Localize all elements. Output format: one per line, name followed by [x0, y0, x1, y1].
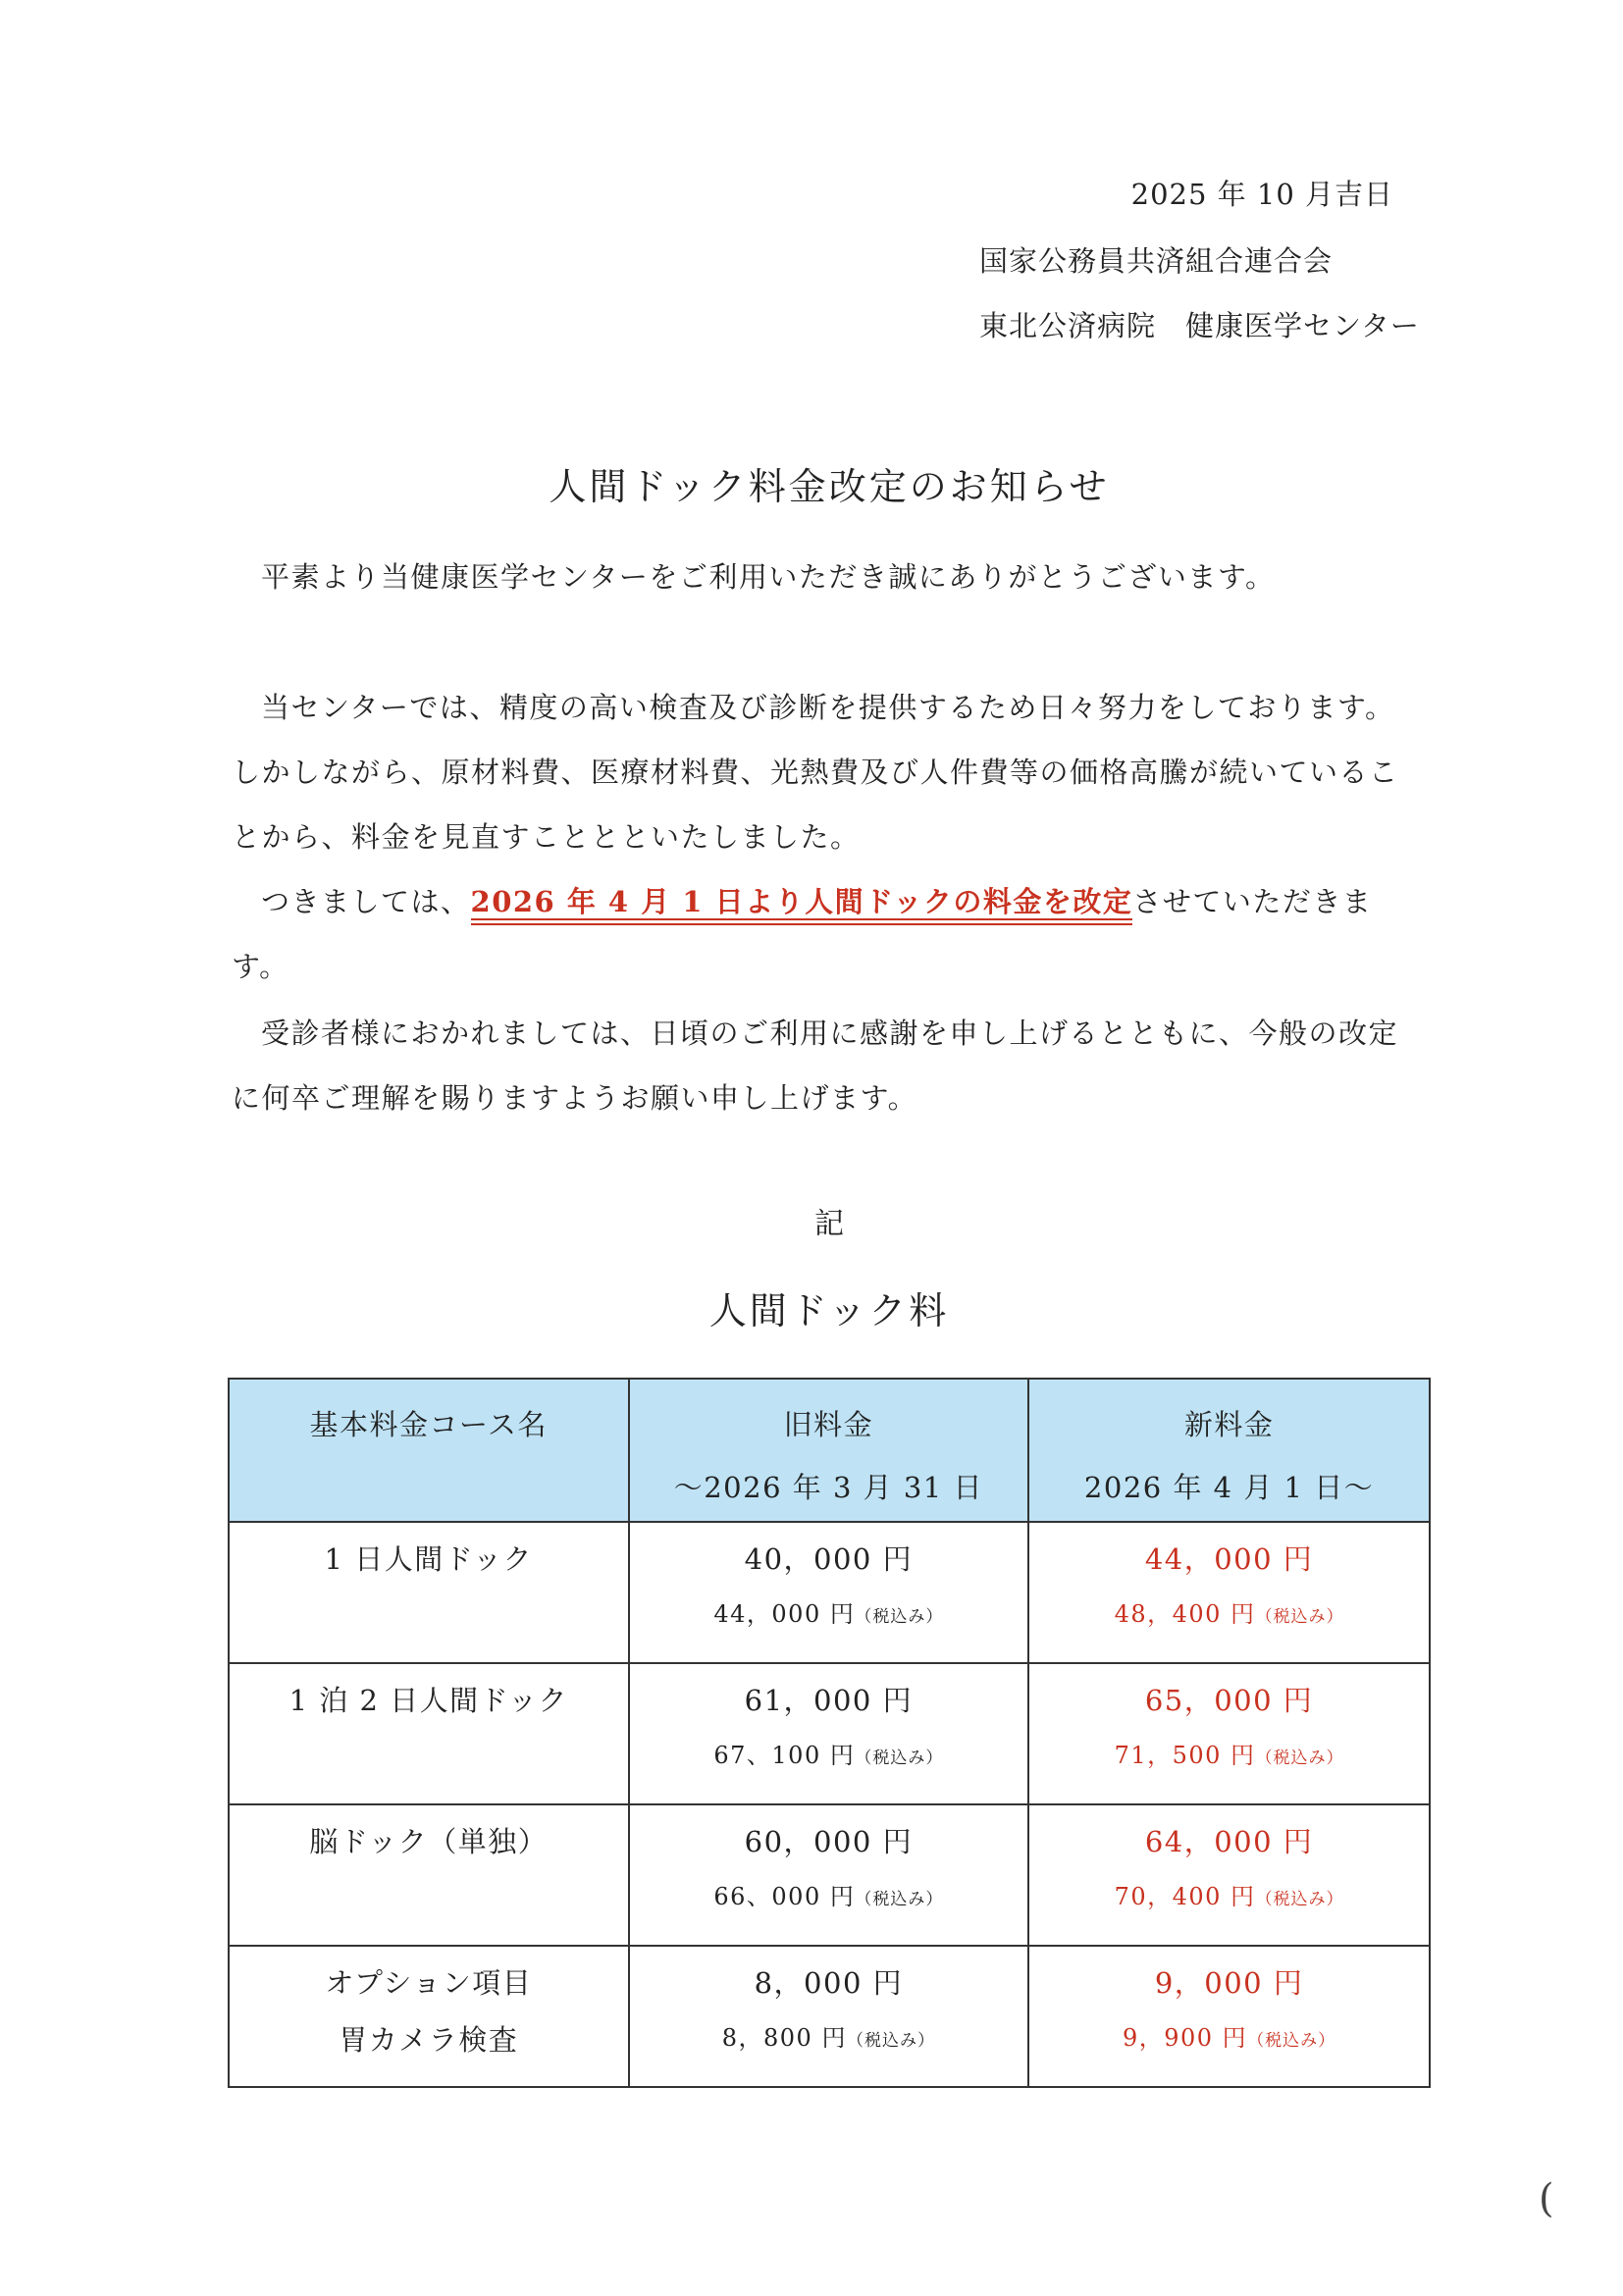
new-fee-tax-value: 70，400 円 [1114, 1883, 1256, 1910]
new-fee-cell [1028, 1663, 1430, 1804]
issue-date: 2025 年 10 月吉日 [1130, 178, 1393, 211]
old-fee-cell [629, 1663, 1029, 1804]
scan-mark: ( [1539, 2176, 1554, 2221]
old-fee-tax-value: 8，800 円 [721, 2024, 847, 2052]
fee-table-title: 人間ドック料 [708, 1289, 950, 1332]
table-row [229, 1946, 1430, 2087]
new-fee-tax [1029, 1866, 1429, 1930]
header-new-fee [1028, 1379, 1430, 1522]
greeting-paragraph [232, 545, 1425, 609]
table-row [229, 1522, 1430, 1663]
course-name: 1 泊 2 日人間ドック [288, 1684, 568, 1717]
course-name-cell [229, 1663, 629, 1804]
reason-paragraph [232, 675, 1425, 999]
old-fee: 8，000 円 [754, 1966, 904, 2000]
course-name-cell [229, 1522, 629, 1663]
course-name: 1 日人間ドック [324, 1542, 534, 1576]
course-name-detail: 胃カメラ検査 [339, 2023, 519, 2057]
new-fee-tax [1029, 1725, 1429, 1789]
fee-table-header-row [229, 1379, 1430, 1522]
organization-name: 国家公務員共済組合連合会 [979, 244, 1334, 278]
header-course [229, 1379, 629, 1522]
header-old-period: ～2026 年 3 月 31 日 [673, 1471, 983, 1504]
old-fee-tax [630, 1584, 1028, 1647]
table-row [229, 1804, 1430, 1946]
header-new-period: 2026 年 4 月 1 日～ [1083, 1471, 1375, 1504]
new-fee-cell [1028, 1804, 1430, 1946]
old-fee-tax-value: 66、000 円 [713, 1883, 856, 1910]
revision-suffix: させていただきます。 [232, 885, 1373, 983]
ki-mark: 記 [814, 1207, 844, 1241]
course-name: 脳ドック（単独） [309, 1825, 549, 1858]
department-name: 東北公済病院 健康医学センター [979, 309, 1420, 342]
tax-note: （税込み） [1255, 1607, 1344, 1627]
course-name-cell [229, 1804, 629, 1946]
tax-note: （税込み） [855, 1890, 944, 1909]
tax-note: （税込み） [1255, 1748, 1344, 1768]
old-fee: 60，000 円 [744, 1825, 914, 1858]
header-old-fee [629, 1379, 1029, 1522]
old-fee-tax-value: 44，000 円 [713, 1600, 856, 1628]
tax-note: （税込み） [855, 1748, 944, 1768]
tax-note: （税込み） [855, 1607, 944, 1627]
new-fee-tax-value: 71，500 円 [1114, 1742, 1256, 1769]
request-paragraph [232, 1001, 1425, 1130]
tax-note: （税込み） [1255, 1890, 1344, 1909]
course-name: オプション項目 [325, 1966, 533, 2000]
header-new-label: 新料金 [1183, 1408, 1275, 1441]
revision-prefix: つきましては、 [261, 885, 471, 918]
header-course-label: 基本料金コース名 [309, 1408, 549, 1441]
revision-sentence [232, 869, 1425, 999]
new-fee: 9，000 円 [1154, 1966, 1304, 2000]
new-fee-tax [1029, 1584, 1429, 1647]
new-fee: 64，000 円 [1144, 1825, 1314, 1858]
old-fee-tax [630, 2008, 1028, 2071]
new-fee-tax [1029, 2008, 1429, 2071]
notice-title: 人間ドック料金改定のお知らせ [549, 465, 1110, 508]
table-row [229, 1663, 1430, 1804]
new-fee-cell [1028, 1946, 1430, 2087]
old-fee-cell [629, 1946, 1029, 2087]
new-fee-tax-value: 9，900 円 [1122, 2024, 1248, 2052]
reason-text: 当センターでは、精度の高い検査及び診断を提供するため日々努力をしております。しかしながら、原材料費、医療材料費、光熱費及び人件費等の価格高騰が続いていることから、料金を見直すこととといたしました。 [232, 691, 1399, 854]
tax-note: （税込み） [1247, 2031, 1336, 2051]
request-text: 受診者様におかれましては、日頃のご利用に感謝を申し上げるとともに、今般の改定に何卒ご理解を賜りますようお願い申し上げます。 [232, 1017, 1399, 1115]
old-fee-cell [629, 1804, 1029, 1946]
new-fee: 44，000 円 [1144, 1542, 1314, 1576]
old-fee-tax-value: 67、100 円 [713, 1742, 856, 1769]
revision-date-highlight: 2026 年 4 月 1 日より人間ドックの料金を改定 [470, 885, 1133, 918]
old-fee-cell [629, 1522, 1029, 1663]
header-old-label: 旧料金 [783, 1408, 874, 1441]
old-fee-tax [630, 1866, 1028, 1930]
tax-note: （税込み） [846, 2031, 935, 2051]
greeting-text: 平素より当健康医学センターをご利用いただき誠にありがとうございます。 [261, 560, 1276, 594]
old-fee: 40，000 円 [744, 1542, 914, 1576]
old-fee-tax [630, 1725, 1028, 1789]
new-fee-cell [1028, 1522, 1430, 1663]
new-fee-tax-value: 48，400 円 [1114, 1600, 1256, 1628]
old-fee: 61，000 円 [744, 1684, 914, 1717]
new-fee: 65，000 円 [1144, 1684, 1314, 1717]
course-name-cell [229, 1946, 629, 2087]
fee-table [228, 1378, 1431, 2088]
